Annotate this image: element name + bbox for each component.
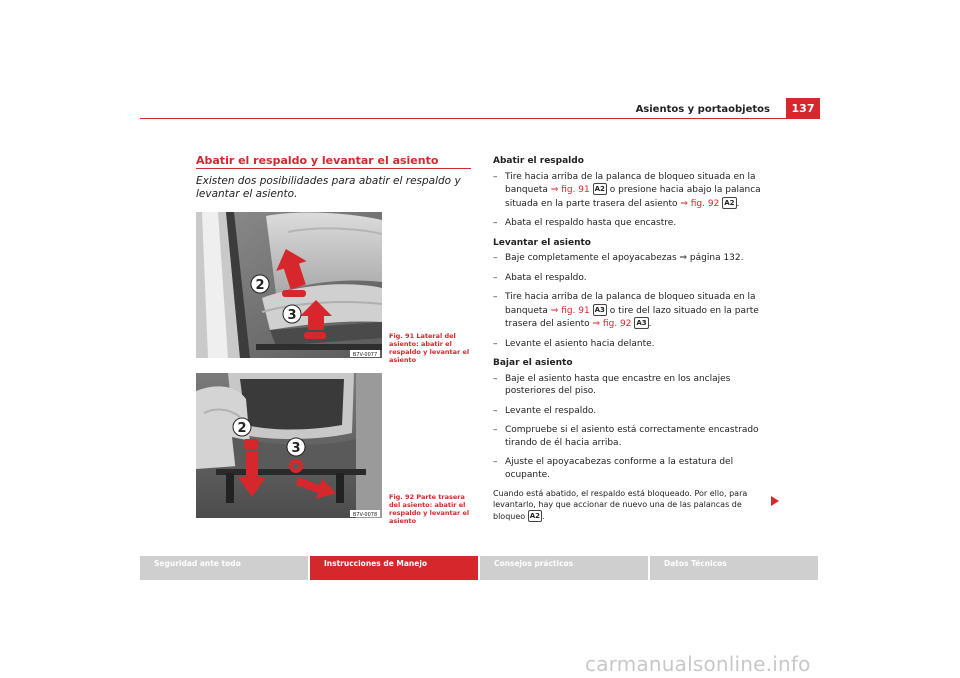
figure-92-label-b: 3 <box>291 441 301 456</box>
figure-92-seat-rear <box>196 373 382 518</box>
heading-fold-backrest: Abatir el respaldo <box>493 156 584 166</box>
locking-note: Cuando está abatido, el respaldo está bloqueado. Por ello, para levantarlo, hay que accionar de nuevo una de las palancas de bloqueo A2 . <box>493 489 748 521</box>
figure-91-label-a: 2 <box>255 278 265 293</box>
step-fold-backrest: – Abata el respaldo hasta que encastre. <box>493 217 773 230</box>
running-header-title: Asientos y portaobjetos <box>635 104 770 115</box>
figure-92-label-a: 2 <box>237 421 247 436</box>
seat-side-illustration <box>196 212 382 358</box>
heading-raise-seat: Levantar el asiento <box>493 237 591 248</box>
fig-91-link[interactable]: ⇒ fig. 91 <box>550 185 590 195</box>
page-132-link[interactable]: ⇒ página 132 <box>679 253 741 263</box>
next-page-arrow-icon[interactable] <box>771 496 779 506</box>
callout-a3: A3 <box>594 305 605 314</box>
fig-92-link[interactable]: ⇒ fig. 92 <box>680 198 720 209</box>
figure-91-label-b: 3 <box>287 308 297 323</box>
figure-91-seat-side <box>196 212 382 358</box>
watermark: carmanualsonline.info <box>585 652 811 676</box>
figure-91-caption: Fig. 91 Lateral del asiento: abatir el respaldo y levantar el asiento <box>389 332 470 364</box>
figure-92-caption: Fig. 92 Parte trasera del asiento: abatir el respaldo y levantar el asiento <box>389 493 470 525</box>
callout-a3: A3 <box>636 319 647 327</box>
tab-seguridad[interactable]: Seguridad ante todo <box>140 556 308 580</box>
step-adjust-headrest: – Ajuste el apoyacabezas conforme a la estatura del ocupante. <box>493 456 773 481</box>
section-title: Abatir el respaldo y levantar el asiento <box>196 154 439 167</box>
section-rule <box>196 168 471 169</box>
header-rule <box>140 118 820 119</box>
figure-91-code: B7V-0077 <box>352 352 378 358</box>
step-lower-headrest: – Baje completamente el apoyacabezas ⇒ página 132. <box>493 252 773 265</box>
fig-91-link[interactable]: ⇒ fig. 91 <box>550 305 590 316</box>
seat-rear-illustration <box>196 373 382 518</box>
figure-92-code: B7V-0078 <box>352 512 378 518</box>
tab-datos-tecnicos[interactable]: Datos Técnicos <box>650 556 818 580</box>
callout-a2: A2 <box>724 198 735 207</box>
heading-lower-seat: Bajar el asiento <box>493 358 573 368</box>
step-raise-seat: – Levante el asiento hacia delante. <box>493 338 773 351</box>
tab-consejos[interactable]: Consejos prácticos <box>480 556 648 580</box>
page-number: 137 <box>786 98 820 118</box>
step-fold-backrest-2: – Abata el respaldo. <box>493 272 773 285</box>
tab-instrucciones[interactable]: Instrucciones de Manejo <box>310 556 478 580</box>
step-lower-seat: – Baje el asiento hasta que encastre en los anclajes posteriores del piso. <box>493 373 773 398</box>
step-pull-lever: – Tire hacia arriba de la palanca de bloqueo situada en la banqueta ⇒ fig. 91 A2 o presione hacia abajo la palanca situada en la parte trasera del asiento ⇒ fig. 92 A2 . <box>493 171 773 211</box>
callout-a2: A2 <box>529 512 540 520</box>
step-check-seat: – Compruebe si el asiento está correctamente encastrado tirando de él hacia arriba. <box>493 424 773 449</box>
fig-92-link[interactable]: ⇒ fig. 92 <box>592 319 632 329</box>
step-raise-backrest: – Levante el respaldo. <box>493 405 773 418</box>
step-pull-lever-loop: – Tire hacia arriba de la palanca de bloqueo situada en la banqueta ⇒ fig. 91 A3 o tire del lazo situado en la parte trasera del asiento ⇒ fig. 92 A3 . <box>493 291 773 331</box>
callout-a2: A2 <box>594 185 605 193</box>
instructions-column <box>493 155 773 522</box>
section-intro: Existen dos posibilidades para abatir el respaldo y levantar el asiento. <box>196 175 461 200</box>
